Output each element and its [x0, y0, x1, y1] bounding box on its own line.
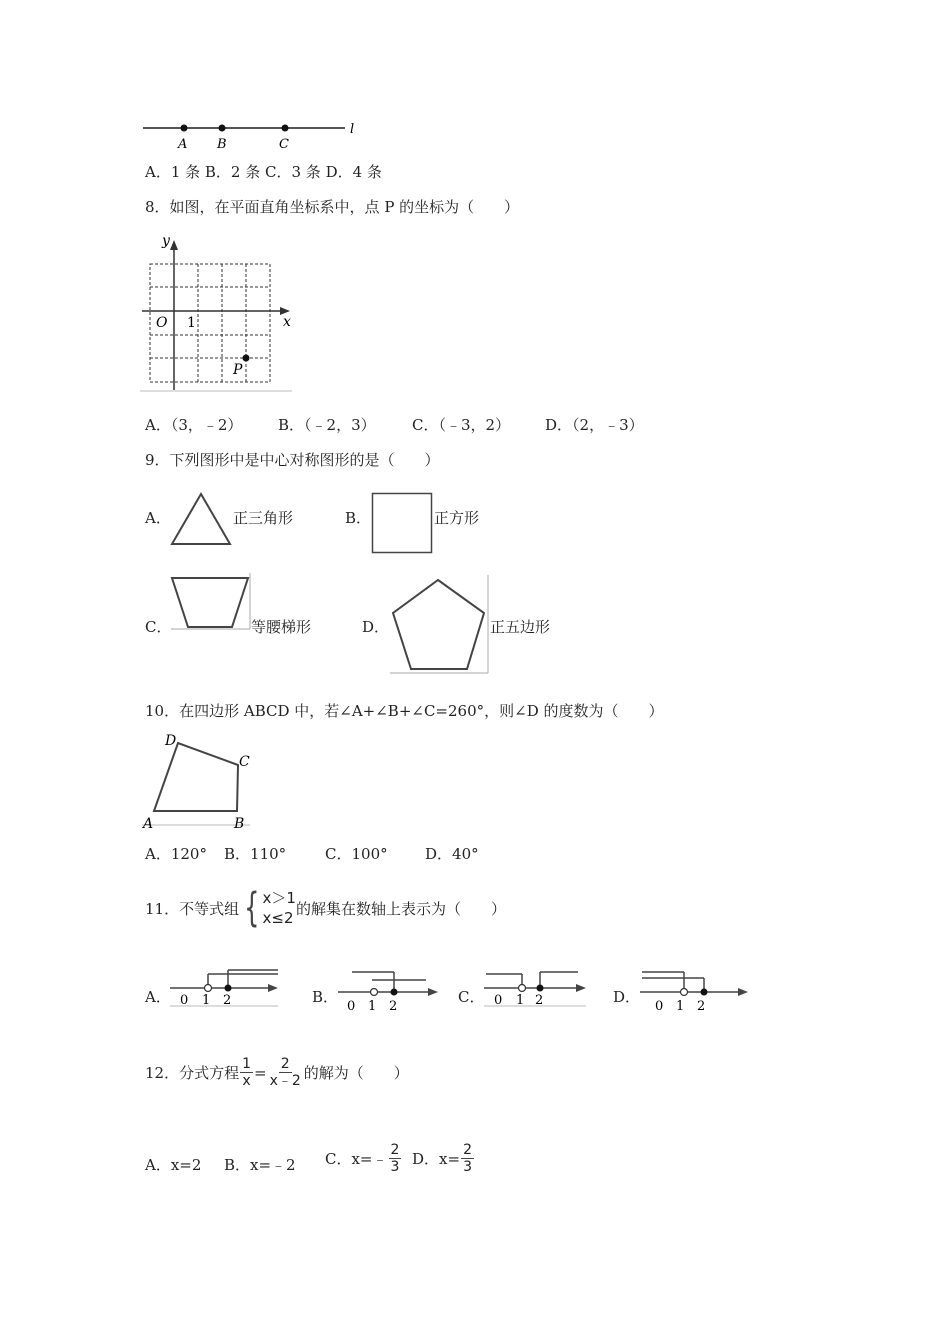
q9-stem: 9．下列图形中是中心对称图形的是（ ） — [145, 451, 440, 469]
x-label: x — [283, 314, 291, 330]
q11-option-d-letter: D． — [613, 988, 641, 1006]
number-line-c — [482, 966, 592, 1012]
isosceles-trapezoid-shape — [168, 573, 252, 633]
grid — [150, 264, 270, 382]
y-axis-arrow — [170, 240, 178, 250]
point-p — [243, 355, 250, 362]
q8-option-c: C．（﹣3，2） — [412, 416, 511, 434]
tick-1: 1 — [516, 993, 525, 1008]
label-b: B — [217, 137, 227, 152]
q11-stem — [145, 885, 506, 931]
option-c-numerator: 2 — [390, 1142, 400, 1158]
q12-stem-suffix: 的解为（ ） — [303, 1064, 409, 1082]
number-line-b — [336, 966, 444, 1016]
q9-option-a-label: 正三角形 — [233, 509, 294, 527]
tick-2: 2 — [389, 999, 398, 1014]
label-c: C — [279, 137, 289, 152]
point-c — [282, 125, 289, 132]
regular-pentagon-shape — [388, 575, 492, 675]
equals-sign: = — [254, 1063, 267, 1082]
q9-option-b-label: 正方形 — [434, 509, 480, 527]
unit-label: 1 — [187, 315, 196, 331]
q10-option-b: B．110° — [224, 845, 287, 863]
tick-0: 0 — [347, 999, 356, 1014]
tick-1: 1 — [368, 999, 377, 1014]
tick-0: 0 — [494, 993, 503, 1008]
q8-stem: 8．如图，在平面直角坐标系中，点 P 的坐标为（ ） — [145, 198, 520, 216]
q11-stem-prefix: 11．不等式组 — [145, 899, 240, 918]
q10-quadrilateral-diagram — [140, 728, 260, 832]
label-b: B — [234, 816, 245, 832]
tick-1: 1 — [676, 999, 685, 1014]
q9-option-c-label: 等腰梯形 — [251, 618, 312, 636]
q9-option-b-letter: B． — [345, 509, 372, 527]
q12-option-d — [412, 1142, 475, 1175]
q11-option-a-letter: A． — [145, 988, 171, 1006]
rhs-fraction — [268, 1056, 303, 1089]
tick-1: 1 — [202, 993, 211, 1008]
p-label: P — [233, 362, 243, 378]
q11-stem-suffix: 的解集在数轴上表示为（ ） — [295, 899, 506, 918]
q7-options: A．1 条 B．2 条 C．3 条 D．4 条 — [145, 163, 382, 181]
inequality-system — [239, 885, 296, 931]
tick-2: 2 — [535, 993, 544, 1008]
number-line-d — [638, 966, 752, 1016]
lhs-denominator: x — [242, 1073, 251, 1089]
label-a: A — [143, 816, 154, 832]
q10-option-a: A．120° — [145, 845, 207, 863]
q12-option-c — [325, 1142, 402, 1175]
option-c-fraction — [389, 1142, 402, 1175]
rhs-denominator: x﹣2 — [269, 1073, 301, 1089]
q12-stem-prefix: 12．分式方程 — [145, 1064, 240, 1082]
option-d-numerator: 2 — [463, 1142, 472, 1158]
lhs-numerator: 1 — [242, 1056, 252, 1072]
q9-option-d-letter: D． — [362, 618, 390, 636]
q9-option-a-letter: A． — [145, 509, 171, 527]
label-l: l — [350, 122, 355, 137]
label-a: A — [178, 137, 188, 152]
q8-option-b: B．（﹣2，3） — [278, 416, 376, 434]
tick-0: 0 — [655, 999, 664, 1014]
tick-0: 0 — [180, 993, 189, 1008]
q12-option-a: A．x=2 — [145, 1156, 202, 1174]
q10-option-d: D．40° — [425, 845, 479, 863]
square-shape — [371, 492, 433, 554]
q9-option-c-letter: C． — [145, 618, 172, 636]
q11-option-c-letter: C． — [458, 988, 485, 1006]
option-c-denominator: 3 — [390, 1159, 400, 1175]
q12-stem — [145, 1056, 409, 1089]
number-line-a — [168, 966, 286, 1012]
y-label: y — [162, 233, 170, 249]
q12-option-b: B．x=﹣2 — [224, 1156, 296, 1174]
q8-coordinate-diagram — [140, 230, 300, 396]
q11-option-b-letter: B． — [312, 988, 339, 1006]
origin-label: O — [156, 315, 168, 331]
q10-stem: 10．在四边形 ABCD 中，若∠A+∠B+∠C=260°，则∠D 的度数为（ ） — [145, 702, 664, 720]
point-b — [219, 125, 226, 132]
q8-option-d: D．（2，﹣3） — [545, 416, 644, 434]
label-d: D — [165, 733, 177, 749]
q8-option-a: A．（3，﹣2） — [145, 416, 243, 434]
option-d-denominator: 3 — [463, 1159, 472, 1175]
triangle-shape — [168, 490, 234, 548]
q9-option-d-label: 正五边形 — [490, 618, 551, 636]
q7-line-diagram — [140, 118, 370, 154]
q12-option-c-prefix: C．x=﹣ — [325, 1150, 388, 1168]
point-a — [181, 125, 188, 132]
tick-2: 2 — [223, 993, 232, 1008]
q12-option-d-prefix: D．x= — [412, 1150, 461, 1168]
inequality-2: x≤2 — [262, 909, 294, 927]
lhs-fraction — [240, 1056, 253, 1089]
tick-2: 2 — [697, 999, 706, 1014]
q10-option-c: C．100° — [325, 845, 388, 863]
rhs-numerator: 2 — [280, 1056, 290, 1072]
brace: { — [244, 885, 260, 931]
inequality-1: x＞1 — [262, 889, 296, 907]
quadrilateral — [154, 743, 238, 811]
option-d-fraction — [461, 1142, 474, 1175]
label-c: C — [239, 754, 250, 770]
